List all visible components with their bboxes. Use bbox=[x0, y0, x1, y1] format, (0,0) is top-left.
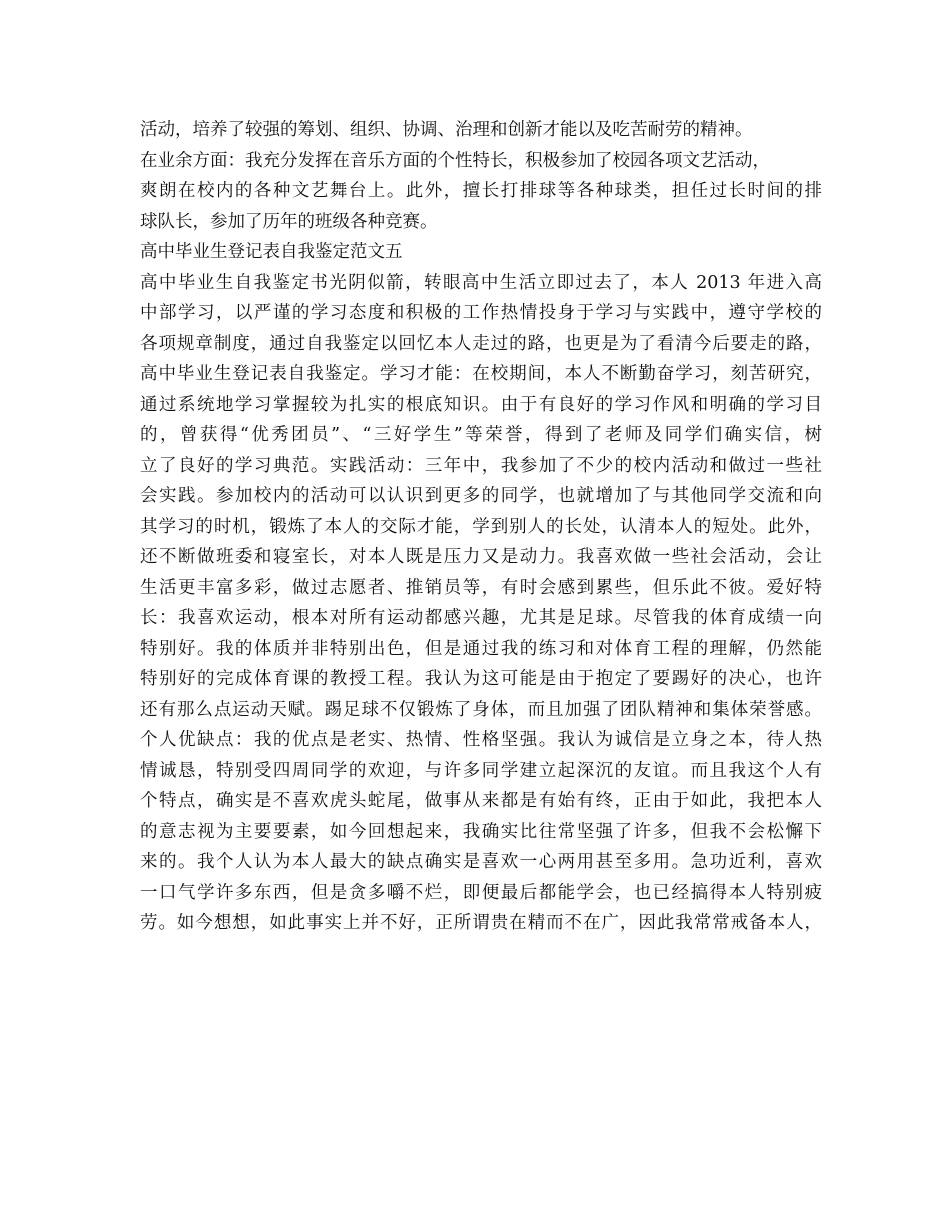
text-line: 劳。如今想想，如此事实上并不好，正所谓贵在精而不在广，因此我常常戒备本人， bbox=[140, 913, 822, 933]
text-line: 爽朗在校内的各种文艺舞台上。此外，擅长打排球等各种球类，担任过长时间的排 bbox=[140, 181, 822, 201]
text-line: 一口气学许多东西，但是贪多嚼不烂，即便最后都能学会，也已经搞得本人特别疲 bbox=[140, 882, 822, 903]
text-line: 情诚恳，特别受四周同学的欢迎，与许多同学建立起深沉的友谊。而且我这个人有 bbox=[140, 760, 822, 781]
text-line: 还不断做班委和寝室长，对本人既是压力又是动力。我喜欢做一些社会活动，会让 bbox=[140, 547, 822, 567]
text-line: 个特点，确实是不喜欢虎头蛇尾，做事从来都是有始有终，正由于如此，我把本人 bbox=[140, 791, 822, 811]
text-line: 通过系统地学习掌握较为扎实的根底知识。由于有良好的学习作风和明确的学习目 bbox=[140, 394, 822, 415]
text-line: 生活更丰富多彩，做过志愿者、推销员等，有时会感到累些，但乐此不彼。爱好特 bbox=[140, 577, 822, 598]
text-line: 会实践。参加校内的活动可以认识到更多的同学，也就增加了与其他同学交流和向 bbox=[140, 486, 822, 506]
text-line: 各项规章制度，通过自我鉴定以回忆本人走过的路，也更是为了看清今后要走的路， bbox=[140, 333, 822, 354]
text-line: 活动，培养了较强的筹划、组织、协调、治理和创新才能以及吃苦耐劳的精神。 bbox=[140, 120, 753, 140]
text-line: 特别好的完成体育课的教授工程。我认为这可能是由于抱定了要踢好的决心，也许 bbox=[140, 669, 822, 689]
text-line: 球队长，参加了历年的班级各种竞赛。 bbox=[140, 211, 438, 232]
text-line: 在业余方面：我充分发挥在音乐方面的个性特长，积极参加了校园各项文艺活动， bbox=[140, 150, 770, 171]
text-line: 高中毕业生自我鉴定书光阴似箭，转眼高中生活立即过去了，本人 2013 年进入高 bbox=[140, 272, 822, 293]
text-line: 来的。我个人认为本人最大的缺点确实是喜欢一心两用甚至多用。急功近利，喜欢 bbox=[140, 852, 822, 872]
text-line: 高中毕业生登记表自我鉴定。学习才能：在校期间，本人不断勤奋学习，刻苦研究， bbox=[140, 364, 822, 384]
text-line: 中部学习，以严谨的学习态度和积极的工作热情投身于学习与实践中，遵守学校的 bbox=[140, 303, 822, 323]
text-line: 的，曾获得“优秀团员”、“三好学生”等荣誉，得到了老师及同学们确实信，树 bbox=[140, 425, 822, 445]
text-line: 立了良好的学习典范。实践活动：三年中，我参加了不少的校内活动和做过一些社 bbox=[140, 455, 822, 476]
text-line: 长：我喜欢运动，根本对所有运动都感兴趣，尤其是足球。尽管我的体育成绩一向 bbox=[140, 608, 822, 628]
text-line: 其学习的时机，锻炼了本人的交际才能，学到别人的长处，认清本人的短处。此外， bbox=[140, 516, 822, 537]
text-line: 还有那么点运动天赋。踢足球不仅锻炼了身体，而且加强了团队精神和集体荣誉感。 bbox=[140, 699, 822, 720]
text-line: 特别好。我的体质并非特别出色，但是通过我的练习和对体育工程的理解，仍然能 bbox=[140, 638, 822, 659]
text-line: 高中毕业生登记表自我鉴定范文五 bbox=[140, 242, 403, 262]
body-text bbox=[140, 115, 830, 939]
text-line: 的意志视为主要要素，如今回想起来，我确实比往常坚强了许多，但我不会松懈下 bbox=[140, 821, 822, 842]
text-line: 个人优缺点：我的优点是老实、热情、性格坚强。我认为诚信是立身之本，待人热 bbox=[140, 730, 822, 750]
